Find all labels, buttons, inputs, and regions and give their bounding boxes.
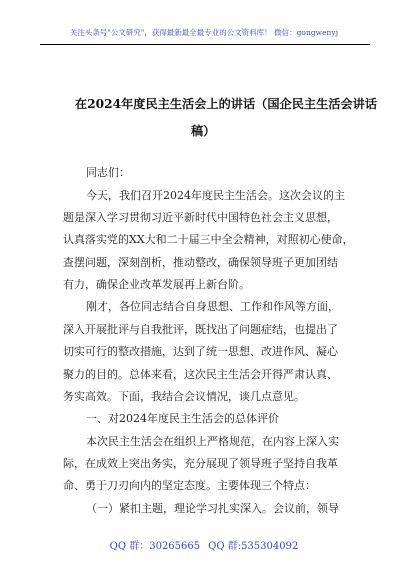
body-line: 切实可行的整改措施，达到了统一思想、改进作风、凝心 (63, 345, 338, 358)
body-line: 认真落实党的XX大和二十届三中全会精神，对照初心使命， (63, 233, 354, 246)
footer-qq-group-1: QQ 群：30265665 (109, 541, 201, 552)
body-line: 务实高效。下面，我结合会议情况，谈几点意见。 (63, 390, 305, 403)
body-line: 际，在成效上突出务实，充分展现了领导班子坚持自我革 (63, 457, 338, 470)
body-line: 命、勇于刀刃向内的坚定态度。主要体现三个特点： (63, 479, 316, 492)
body-line: 有力，确保企业改革发展再上新台阶。 (63, 278, 250, 291)
body-line: 查摆问题，深刻剖析，推动整改，确保领导班子更加团结 (63, 256, 338, 269)
page-header-text: 关注头条号"公文研究"，获得最新最全最专业的公文资料库！ 微信：gongwenyj (69, 28, 339, 37)
body-line: （一）紧扣主题，理论学习扎实深入。会议前，领导 (86, 502, 339, 515)
footer-qq-group-2: QQ 群:535304092 (208, 541, 299, 552)
body-line: 刚才，各位同志结合自身思想、工作和作风等方面， (86, 300, 339, 313)
header-divider (40, 44, 370, 45)
page-footer (0, 537, 408, 552)
body-line: 本次民主生活会在组织上严格规范，在内容上深入实 (86, 435, 339, 448)
section-heading: 一、对2024年度民主生活会的总体评价 (86, 412, 279, 425)
body-line: 今天，我们召开2024年度民主生活会。这次会议的主 (86, 189, 345, 202)
document-title-line-1: 在2024年度民主生活会上的讲话（国企民主生活会讲话 (75, 97, 378, 111)
body-line: 题是深入学习贯彻习近平新时代中国特色社会主义思想， (63, 211, 338, 224)
body-line: 深入开展批评与自我批评，既找出了问题症结，也提出了 (63, 323, 338, 336)
body-line: 聚力的目的。总体来看，这次民主生活会开得严肃认真、 (63, 368, 338, 381)
document-title-line-2: 稿） (191, 124, 216, 138)
greeting: 同志们： (86, 166, 130, 179)
